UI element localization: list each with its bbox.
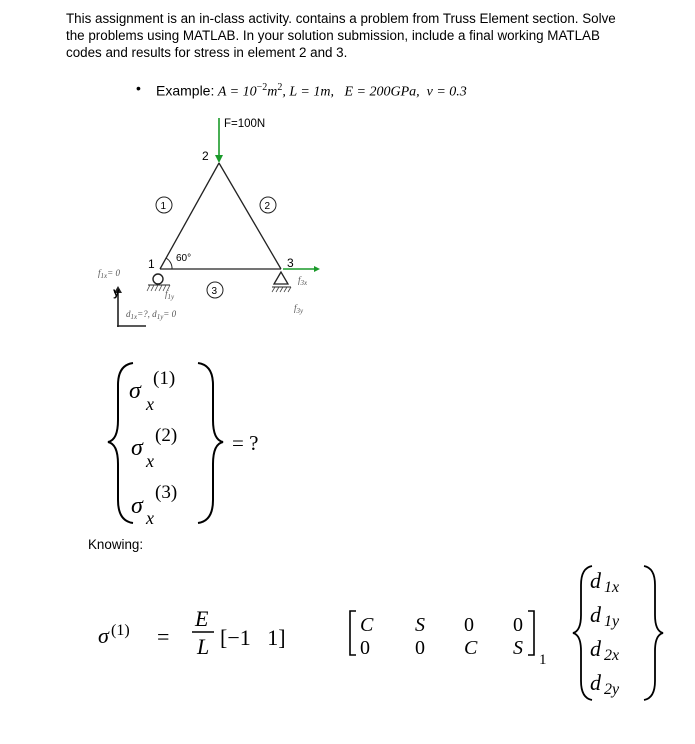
matrix-right-bracket (528, 611, 534, 655)
example-label: Example: (156, 82, 215, 99)
bullet-icon: • (136, 80, 141, 96)
displacement-conditions: $d_{1x}=$?, $d_{1y}= 0$ (126, 309, 177, 321)
matrix-left-bracket (350, 611, 356, 655)
matrix-row-2: 0 0 C S (360, 637, 523, 659)
area-unit-exponent: 2 (277, 82, 283, 93)
disp-right-brace (644, 566, 663, 700)
fraction-numerator: E (195, 606, 209, 631)
formula-equals: = (157, 624, 170, 649)
stress-formula (98, 566, 663, 700)
row-vector: [−1 1] (220, 625, 286, 650)
element-2-label: 2 (264, 201, 271, 212)
node-2-label: 2 (202, 149, 209, 163)
instructions-line-2: the problems using MATLAB. In your solution submission, include a final working MATLAB (66, 28, 600, 43)
roller-support-icon (274, 272, 288, 284)
instructions-line-3: codes and results for stress in element 2 and 3. (66, 45, 348, 60)
element-1-label: 1 (160, 201, 167, 212)
reaction-f3y-label: $f_{3y}$ (294, 303, 304, 315)
element-3-label: 3 (211, 286, 218, 297)
roller-ground-hatch (272, 287, 291, 292)
stress-vector (108, 363, 223, 528)
knowing-label: Knowing: (88, 537, 144, 552)
axis-y-label: y (113, 285, 120, 299)
formula-lhs: σ (1) (98, 622, 130, 648)
reaction-f3x-arrowhead (314, 266, 320, 272)
sigma-1: σ x(1) (129, 368, 176, 414)
truss-member-2 (219, 163, 281, 269)
sigma-2: σ x(2) (131, 425, 178, 471)
area-exponent: −2 (256, 82, 268, 93)
angle-label: 60° (176, 253, 192, 264)
length-value: , L = 1m, (282, 84, 334, 100)
area-unit: m (267, 84, 278, 100)
load-label: F=100N (224, 118, 266, 130)
matrix-row-1: C S 0 0 (360, 614, 523, 636)
matrix-subscript: 1 (539, 652, 547, 668)
right-brace (198, 363, 223, 523)
reaction-f1x-label: $f_{1x}= 0$ (98, 268, 120, 280)
reaction-f3x-label: $f_{3x}$ (298, 275, 308, 287)
disp-d1x: d 1x (590, 568, 620, 596)
load-arrow-head (215, 155, 223, 163)
disp-d1y: d 1y (590, 602, 620, 630)
pin-support-icon (153, 274, 163, 284)
instructions-line-1: This assignment is an in-class activity. contains a problem from Truss Element section. Solve (66, 11, 616, 26)
node-3-label: 3 (287, 256, 294, 270)
area-value: A = 10 (217, 84, 257, 100)
node-1-label: 1 (148, 257, 155, 271)
poisson-value: v = 0.3 (426, 84, 467, 100)
fraction-denominator: L (197, 634, 210, 659)
reaction-f1y-label: $f_{1y}$ (165, 289, 175, 301)
disp-d2x: d 2x (590, 636, 620, 664)
stress-unknown: = ? (232, 431, 259, 455)
modulus-value: E = 200GPa, (344, 84, 420, 100)
disp-d2y: d 2y (590, 670, 620, 698)
angle-arc (166, 258, 172, 269)
sigma-3: σ x(3) (131, 482, 178, 528)
